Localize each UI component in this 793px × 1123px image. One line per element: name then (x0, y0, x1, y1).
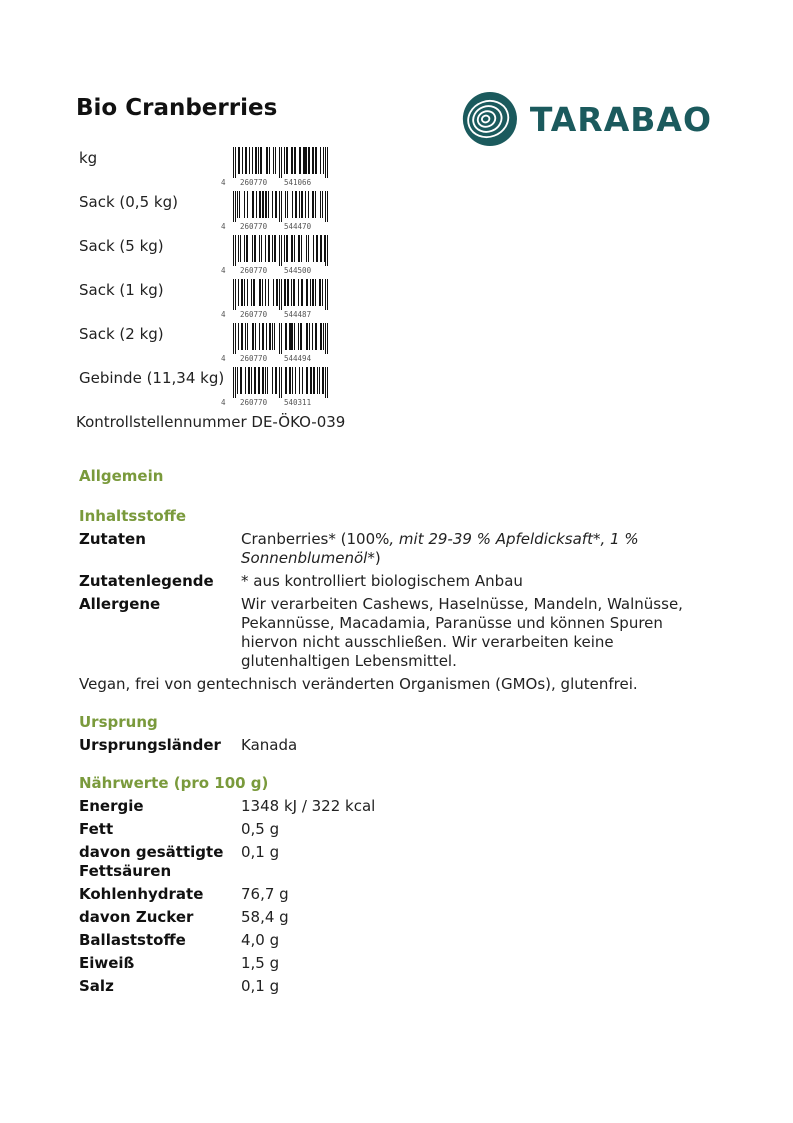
barcode (221, 191, 331, 233)
origin-row (79, 736, 729, 755)
nutrition-key: davon gesättigte Fettsäuren (79, 843, 224, 880)
origin-value: Kanada (241, 736, 298, 754)
nutrition-row (79, 954, 729, 973)
ingredients-main: Cranberries* (100% (241, 530, 390, 548)
barcode (221, 279, 331, 321)
barcode-digits-right: 541066 (284, 178, 312, 187)
nutrition-row (79, 843, 729, 881)
barcode-digits-left: 260770 (240, 222, 268, 231)
allergens-key: Allergene (79, 595, 161, 613)
ingredients-row (79, 530, 729, 568)
barcode-digit-prefix: 4 (221, 266, 226, 275)
allergens-row (79, 595, 729, 671)
barcode-digits-left: 260770 (240, 178, 268, 187)
barcode-digits-right: 540311 (284, 398, 312, 407)
barcode (221, 147, 331, 189)
barcode-digit-prefix: 4 (221, 178, 226, 187)
barcode-digits-left: 260770 (240, 266, 268, 275)
section-title-origin: Ursprung (79, 713, 158, 731)
ingredients-value (241, 530, 716, 568)
allergens-value: Wir verarbeiten Cashews, Haselnüsse, Mandeln, Walnüsse, Pekannüsse, Macadamia, Paranüsse und können Spuren hiervon nicht ausschließen. Wir verarbeiten keine glutenhaltigen Lebensmittel. (241, 595, 683, 670)
nutrition-value: 0,5 g (241, 820, 280, 838)
barcode-digits-right: 544487 (284, 310, 312, 319)
barcode (221, 323, 331, 365)
barcode-digits-right: 544470 (284, 222, 312, 231)
nutrition-value: 4,0 g (241, 931, 280, 949)
section-title-general: Allgemein (79, 467, 164, 485)
unit-label: Gebinde (11,34 kg) (79, 369, 225, 387)
unit-label: Sack (1 kg) (79, 281, 164, 299)
nutrition-key: Fett (79, 820, 114, 838)
unit-label: Sack (5 kg) (79, 237, 164, 255)
legend-row (79, 572, 729, 591)
barcode-digit-prefix: 4 (221, 354, 226, 363)
nutrition-row (79, 908, 729, 927)
nutrition-value: 76,7 g (241, 885, 289, 903)
diet-note: Vegan, frei von gentechnisch veränderten Organismen (GMOs), glutenfrei. (79, 675, 638, 693)
tree-ring-logo-icon (462, 86, 518, 152)
product-details (79, 467, 729, 996)
nutrition-key: davon Zucker (79, 908, 194, 926)
section-title-nutrition: Nährwerte (pro 100 g) (79, 774, 269, 792)
legend-key: Zutatenlegende (79, 572, 214, 590)
nutrition-row (79, 977, 729, 996)
origin-key: Ursprungsländer (79, 736, 221, 754)
barcode-digits-left: 260770 (240, 354, 268, 363)
nutrition-value: 0,1 g (241, 977, 280, 995)
nutrition-key: Ballaststoffe (79, 931, 186, 949)
nutrition-key: Kohlenhydrate (79, 885, 204, 903)
ingredients-end: ) (374, 549, 381, 567)
nutrition-value: 1348 kJ / 322 kcal (241, 797, 376, 815)
barcode-digits-left: 260770 (240, 310, 268, 319)
barcode (221, 235, 331, 277)
brand-logo (462, 85, 712, 153)
product-title: Bio Cranberries (76, 95, 278, 121)
control-number: Kontrollstellennummer DE-ÖKO-039 (76, 413, 346, 431)
unit-label: Sack (0,5 kg) (79, 193, 178, 211)
nutrition-value: 0,1 g (241, 843, 280, 861)
legend-value: * aus kontrolliert biologischem Anbau (241, 572, 523, 590)
ingredients-key: Zutaten (79, 530, 146, 548)
nutrition-key: Salz (79, 977, 114, 995)
ingredients-detail: , mit 29-39 % Apfeldicksaft*, 1 % Sonnenblumenöl* (241, 530, 639, 567)
brand-name: TARABAO (529, 99, 712, 139)
barcode-digits-right: 544500 (284, 266, 312, 275)
nutrition-value: 58,4 g (241, 908, 289, 926)
nutrition-row (79, 820, 729, 839)
nutrition-key: Eiweiß (79, 954, 135, 972)
nutrition-row (79, 797, 729, 816)
barcode-digits-left: 260770 (240, 398, 268, 407)
nutrition-row (79, 931, 729, 950)
nutrition-key: Energie (79, 797, 144, 815)
barcode-digit-prefix: 4 (221, 310, 226, 319)
unit-label: Sack (2 kg) (79, 325, 164, 343)
barcode-digit-prefix: 4 (221, 222, 226, 231)
barcode (221, 367, 331, 409)
unit-label: kg (79, 149, 98, 167)
section-title-ingredients: Inhaltsstoffe (79, 507, 187, 525)
barcode-digit-prefix: 4 (221, 398, 226, 407)
barcode-digits-right: 544494 (284, 354, 312, 363)
nutrition-row (79, 885, 729, 904)
nutrition-value: 1,5 g (241, 954, 280, 972)
